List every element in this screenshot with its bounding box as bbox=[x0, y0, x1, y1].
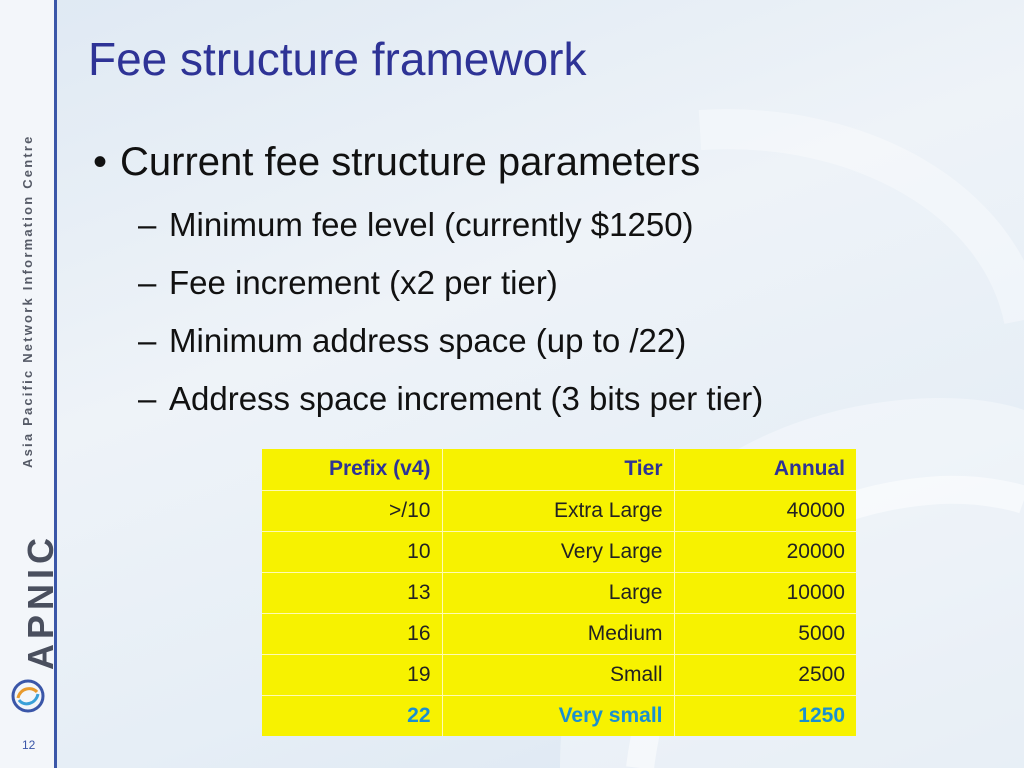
dash-marker: – bbox=[138, 206, 157, 243]
cell-annual: 20000 bbox=[674, 531, 856, 572]
sub-bullet-list bbox=[138, 200, 763, 432]
table-row bbox=[262, 490, 856, 531]
cell-annual: 5000 bbox=[674, 613, 856, 654]
main-bullet bbox=[93, 140, 700, 185]
cell-annual: 1250 bbox=[674, 695, 856, 736]
cell-tier: Extra Large bbox=[442, 490, 674, 531]
cell-tier: Small bbox=[442, 654, 674, 695]
cell-annual: 2500 bbox=[674, 654, 856, 695]
header-tier: Tier bbox=[442, 449, 674, 490]
cell-tier: Large bbox=[442, 572, 674, 613]
cell-prefix: 19 bbox=[262, 654, 442, 695]
dash-marker: – bbox=[138, 264, 157, 301]
dash-marker: – bbox=[138, 380, 157, 417]
sub-bullet-text: Address space increment (3 bits per tier) bbox=[169, 380, 764, 417]
cell-prefix: >/10 bbox=[262, 490, 442, 531]
header-annual: Annual bbox=[773, 457, 845, 481]
sub-bullet bbox=[138, 374, 763, 432]
dash-marker: – bbox=[138, 322, 157, 359]
cell-prefix: 10 bbox=[262, 531, 442, 572]
sub-bullet bbox=[138, 258, 763, 316]
table-header-row bbox=[262, 449, 856, 490]
sub-bullet-text: Minimum address space (up to /22) bbox=[169, 322, 687, 359]
cell-tier: Very Large bbox=[442, 531, 674, 572]
cell-annual: 40000 bbox=[674, 490, 856, 531]
org-name: Asia Pacific Network Information Centre bbox=[20, 134, 35, 468]
slide-number: 12 bbox=[22, 738, 36, 752]
table-row bbox=[262, 613, 856, 654]
cell-tier: Medium bbox=[442, 613, 674, 654]
sidebar bbox=[0, 0, 61, 768]
slide-title: Fee structure framework bbox=[88, 33, 587, 85]
apnic-logo-icon bbox=[10, 678, 46, 714]
fee-table bbox=[262, 449, 856, 736]
cell-prefix: 22 bbox=[262, 695, 442, 736]
table-row-highlighted bbox=[262, 695, 856, 736]
sub-bullet bbox=[138, 200, 763, 258]
cell-tier: Very small bbox=[442, 695, 674, 736]
brand-wordmark: APNIC bbox=[20, 532, 61, 670]
cell-prefix: 16 bbox=[262, 613, 442, 654]
sub-bullet-text: Minimum fee level (currently $1250) bbox=[169, 206, 694, 243]
cell-annual: 10000 bbox=[674, 572, 856, 613]
bullet-marker: • bbox=[93, 140, 108, 184]
header-prefix: Prefix (v4) bbox=[262, 449, 442, 490]
main-bullet-text: Current fee structure parameters bbox=[120, 140, 701, 184]
cell-prefix: 13 bbox=[262, 572, 442, 613]
table-row bbox=[262, 654, 856, 695]
table-row bbox=[262, 531, 856, 572]
sub-bullet-text: Fee increment (x2 per tier) bbox=[169, 264, 558, 301]
table-row bbox=[262, 572, 856, 613]
sub-bullet bbox=[138, 316, 763, 374]
